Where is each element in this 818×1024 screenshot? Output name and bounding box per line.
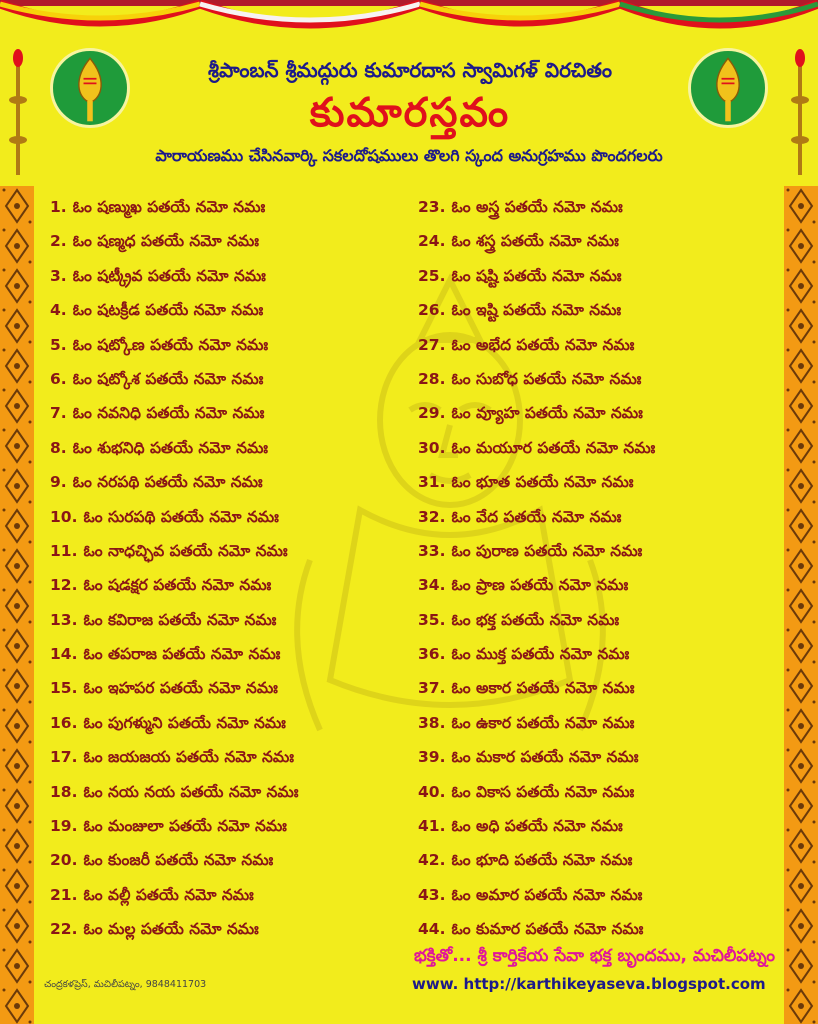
- list-item: 24. ఓం శస్త్ర పతయే నమో నమః: [418, 232, 619, 251]
- list-item: 5. ఓం షట్కోణ పతయే నమో నమః: [50, 335, 269, 354]
- list-item: 39. ఓం మకార పతయే నమో నమః: [418, 748, 639, 767]
- benefit-line: పారాయణము చేసినవార్కి సకలదోషములు తొలగి స్కంద అనుగ్రహము పొందగలరు: [155, 146, 663, 165]
- lamp-icon: [8, 40, 28, 180]
- list-item: 3. ఓం షట్క్రీవ పతయే నమో నమః: [50, 266, 266, 285]
- list-item: 9. ఓం నరపథి పతయే నమో నమః: [50, 473, 263, 492]
- list-item: 35. ఓం భక్త పతయే నమో నమః: [418, 610, 620, 629]
- author-line: శ్రీపాంబన్ శ్రీమద్గురు కుమారదాస స్వామిగళ్ విరచితం: [207, 58, 613, 82]
- list-item: 25. ఓం షష్టి పతయే నమో నమః: [418, 266, 622, 285]
- list-item: 31. ఓం భూత పతయే నమో నమః: [418, 473, 634, 492]
- list-item: 12. ఓం షడక్షర పతయే నమో నమః: [50, 576, 272, 595]
- devotion-line: భక్తితో... శ్రీ కార్తికేయ సేవా భక్త బృందము, మచిలీపట్నం: [414, 946, 776, 966]
- list-item: 21. ఓం వల్లీ పతయే నమో నమః: [50, 885, 254, 904]
- list-item: 34. ఓం ప్రాణ పతయే నమో నమః: [418, 576, 629, 595]
- page-title: కుమారస్తవం: [309, 90, 511, 136]
- garland-decoration: [0, 0, 818, 44]
- lamp-icon: [790, 40, 810, 180]
- list-item: 40. ఓం వికాస పతయే నమో నమః: [418, 782, 635, 801]
- list-item: 43. ఓం అమార పతయే నమో నమః: [418, 885, 643, 904]
- press-credit: చంద్రకళప్రెస్, మచిలీపట్నం, 9848411703: [44, 979, 207, 990]
- list-item: 22. ఓం మల్ల పతయే నమో నమః: [50, 920, 259, 939]
- right-border-pattern: [784, 186, 818, 1024]
- list-item: 28. ఓం సుబోధ పతయే నమో నమః: [418, 369, 642, 388]
- website-link[interactable]: www. http://karthikeyaseva.blogspot.com: [412, 975, 766, 993]
- list-item: 18. ఓం నయ నయ పతయే నమో నమః: [50, 782, 299, 801]
- list-item: 26. ఓం ఇష్టి పతయే నమో నమః: [418, 301, 622, 320]
- list-item: 14. ఓం తపరాజ పతయే నమో నమః: [50, 645, 281, 664]
- list-item: 36. ఓం ముక్త పతయే నమో నమః: [418, 645, 630, 664]
- list-item: 29. ఓం వ్యూహ పతయే నమో నమః: [418, 404, 643, 423]
- list-item: 8. ఓం శుభనిధి పతయే నమో నమః: [50, 438, 268, 457]
- vel-icon: [688, 48, 768, 128]
- names-list-left: [50, 190, 298, 947]
- list-item: 20. ఓం కుంజరీ పతయే నమో నమః: [50, 851, 274, 870]
- list-item: 44. ఓం కుమార పతయే నమో నమః: [418, 920, 644, 939]
- list-item: 13. ఓం కవిరాజ పతయే నమో నమః: [50, 610, 277, 629]
- list-item: 16. ఓం పుగళ్ముని పతయే నమో నమః: [50, 713, 286, 732]
- list-item: 32. ఓం వేద పతయే నమో నమః: [418, 507, 622, 526]
- list-item: 1. ఓం షణ్ముఖ పతయే నమో నమః: [50, 198, 266, 216]
- list-item: 7. ఓం నవనిధి పతయే నమో నమః: [50, 404, 265, 423]
- list-item: 23. ఓం అస్త్ర పతయే నమో నమః: [418, 198, 623, 216]
- list-item: 10. ఓం సురపథి పతయే నమో నమః: [50, 507, 279, 526]
- list-item: 27. ఓం అభేద పతయే నమో నమః: [418, 335, 635, 354]
- list-item: 38. ఓం ఉకార పతయే నమో నమః: [418, 713, 635, 732]
- list-item: 33. ఓం పురాణ పతయే నమో నమః: [418, 541, 643, 560]
- vel-icon: [50, 48, 130, 128]
- list-item: 6. ఓం షట్కోశ పతయే నమో నమః: [50, 369, 264, 388]
- list-item: 41. ఓం అధి పతయే నమో నమః: [418, 817, 623, 836]
- list-item: 2. ఓం షణ్మధ పతయే నమో నమః: [50, 232, 259, 251]
- list-item: 37. ఓం అకార పతయే నమో నమః: [418, 679, 635, 698]
- list-item: 15. ఓం ఇహపర పతయే నమో నమః: [50, 679, 278, 698]
- list-item: 42. ఓం భూది పతయే నమో నమః: [418, 851, 633, 870]
- list-item: 30. ఓం మయూర పతయే నమో నమః: [418, 438, 656, 457]
- left-border-pattern: [0, 186, 34, 1024]
- list-item: 19. ఓం మంజులా పతయే నమో నమః: [50, 817, 287, 836]
- list-item: 4. ఓం షటక్రీడ పతయే నమో నమః: [50, 301, 264, 320]
- list-item: 17. ఓం జయజయ పతయే నమో నమః: [50, 748, 294, 767]
- list-item: 11. ఓం నాధచ్ఛివ పతయే నమో నమః: [50, 541, 288, 560]
- names-list-right: [418, 190, 655, 947]
